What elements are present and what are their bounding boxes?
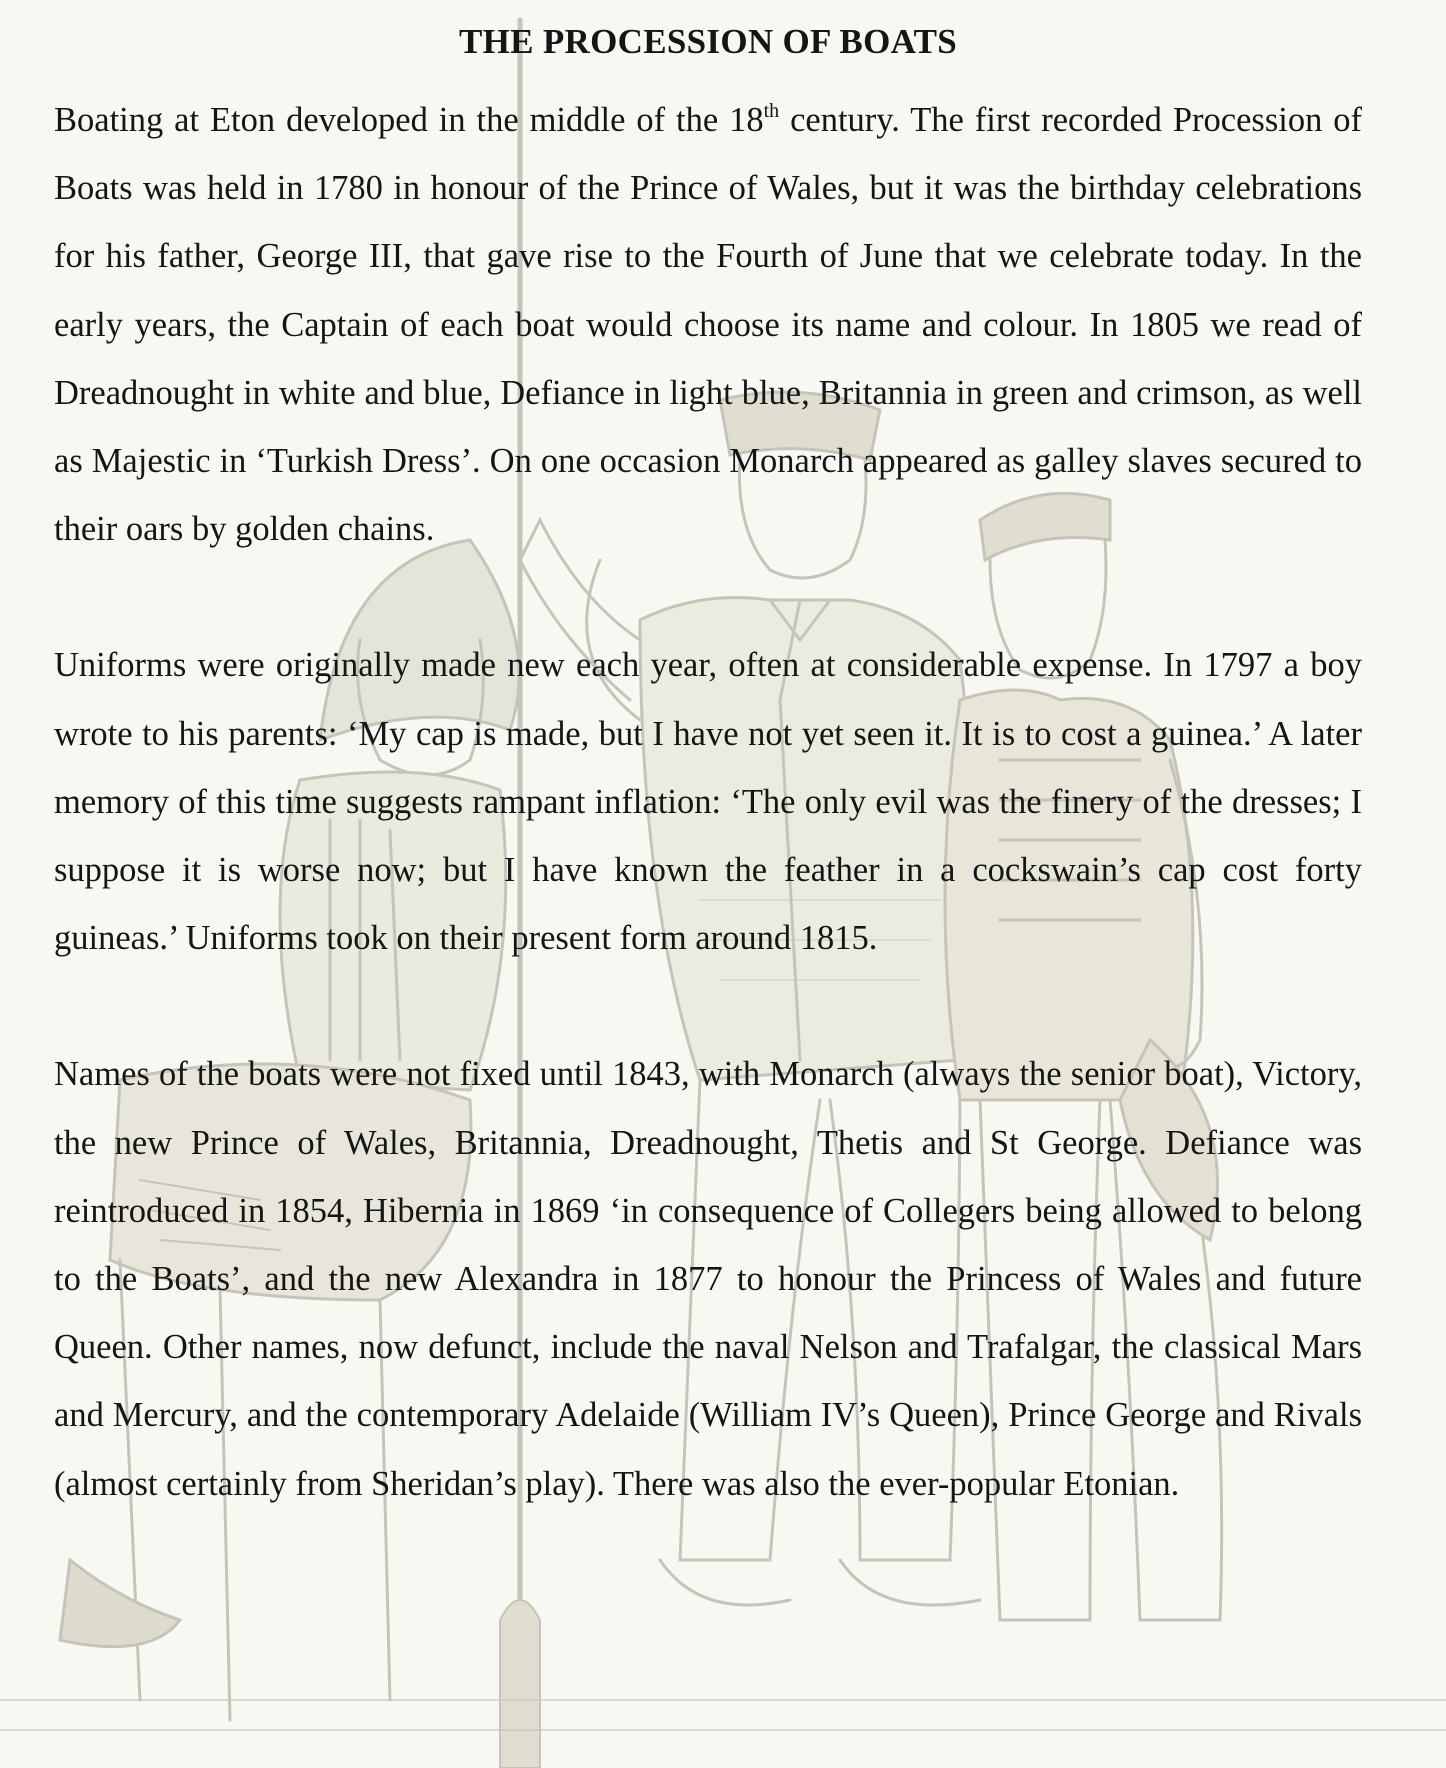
page-title: THE PROCESSION OF BOATS xyxy=(459,22,957,61)
document-body xyxy=(54,18,1362,1518)
ordinal-suffix: th xyxy=(763,100,780,122)
paragraph-3: Names of the boats were not fixed until 1843, with Monarch (always the senior boat), Victory, the new Prince of Wales, Britannia, Dreadnought, Thetis and St George. Defiance was reintroduced in 1854, Hibernia in 1869 ‘in consequence of Collegers being allowed to belong to the Boats’, and the new Alexandra in 1877 to honour the Princess of Wales and future Queen. Other names, now defunct, include the naval Nelson and Trafalgar, the classical Mars and Mercury, and the contemporary Adelaide (William IV’s Queen), Prince George and Rivals (almost certainly from Sheridan’s play). There was also the ever-popular Etonian. xyxy=(54,1055,1362,1503)
paragraph-1-text-rest: century. The first recorded Procession of Boats was held in 1780 in honour of the Prince of Wales, but it was the birthday celebrations for his father, George III, that gave rise to the Fourth of June that we celebrate today. In the early years, the Captain of each boat would choose its name and colour. In 1805 we read of Dreadnought in white and blue, Defiance in light blue, Britannia in green and crimson, as well as Majestic in ‘Turkish Dress’. On one occasion Monarch appeared as galley slaves secured to their oars by golden chains. xyxy=(54,101,1362,549)
paragraph-2: Uniforms were originally made new each year, often at considerable expense. In 1797 a boy wrote to his parents: ‘My cap is made, but I have not yet seen it. It is to cost a guinea.’ A later memory of this time suggests rampant inflation: ‘The only evil was the finery of the dresses; I suppose it is worse now; but I have known the feather in a cockswain’s cap cost forty guineas.’ Uniforms took on their present form around 1815. xyxy=(54,646,1362,958)
paragraph-1 xyxy=(54,86,1362,563)
paragraph-1-text-start: Boating at Eton developed in the middle of the 18 xyxy=(54,101,764,139)
